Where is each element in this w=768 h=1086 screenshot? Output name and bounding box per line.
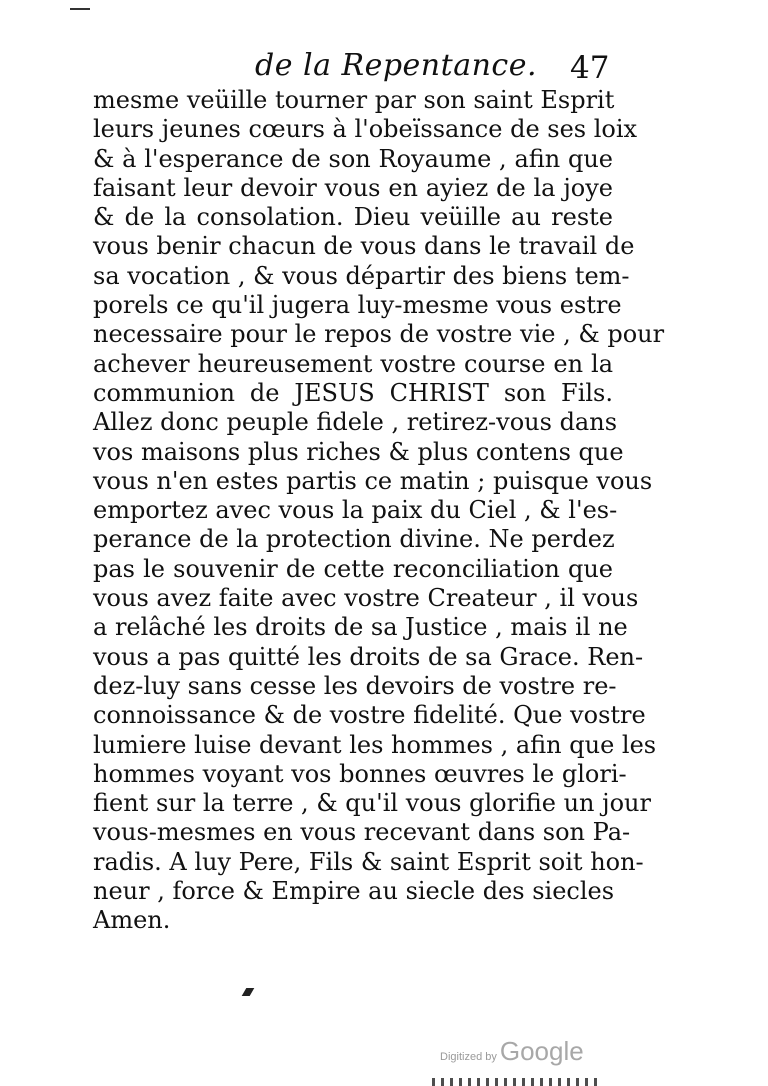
text-line: vous avez faite avec vostre Createur , il vous xyxy=(93,584,639,613)
text-line: emportez avec vous la paix du Ciel , & l'es- xyxy=(93,496,618,525)
ink-mark xyxy=(242,988,255,996)
text-line: fient sur la terre , & qu'il vous glorifie un jour xyxy=(93,789,651,818)
text-line: vous benir chacun de vous dans le travail de xyxy=(93,232,635,261)
text-line: dez-luy sans cesse les devoirs de vostre re- xyxy=(93,671,617,700)
text-line: neur , force & Empire au siecle des siecles xyxy=(93,877,615,906)
text-line: perance de la protection divine. Ne perdez xyxy=(93,525,615,554)
text-line: vous-mesmes en vous recevant dans son Pa- xyxy=(93,818,631,847)
text-line: leurs jeunes cœurs à l'obeïssance de ses loix xyxy=(93,115,638,144)
text-line: necessaire pour le repos de vostre vie , & pour xyxy=(93,320,665,349)
text-line: achever heureusement vostre course en la xyxy=(93,349,613,378)
text-line: hommes voyant vos bonnes œuvres le glori- xyxy=(93,759,627,788)
text-line: & de la consolation. Dieu veüille au reste xyxy=(93,203,613,232)
text-line: lumiere luise devant les hommes , afin que les xyxy=(93,730,657,759)
bottom-clipped-text xyxy=(432,1078,602,1086)
text-line-final: Amen. xyxy=(93,906,171,935)
top-margin-mark xyxy=(70,8,90,10)
google-logo: Google xyxy=(499,1036,584,1066)
text-line: radis. A luy Pere, Fils & saint Esprit soit hon- xyxy=(93,847,644,876)
text-line: Allez donc peuple fidele , retirez-vous dans xyxy=(93,408,618,437)
text-line: sa vocation , & vous départir des biens tem- xyxy=(93,261,630,290)
body-text xyxy=(93,86,665,936)
text-line: connoissance & de vostre fidelité. Que vostre xyxy=(93,701,646,730)
text-line: vos maisons plus riches & plus contens que xyxy=(93,437,624,466)
running-head: de la Repentance. xyxy=(255,48,537,83)
text-line: pas le souvenir de cette reconciliation que xyxy=(93,554,613,583)
text-line: communion de JESUS CHRIST son Fils. xyxy=(93,378,613,407)
text-line: mesme veüille tourner par son saint Esprit xyxy=(93,86,615,114)
page-number: 47 xyxy=(570,50,610,86)
digitization-watermark xyxy=(440,1036,584,1067)
text-line: faisant leur devoir vous en ayiez de la joye xyxy=(93,173,613,202)
text-line: & à l'esperance de son Royaume , afin que xyxy=(93,144,613,173)
text-line: vous a pas quitté les droits de sa Grace. Ren- xyxy=(93,642,644,671)
digitized-by-label: Digitized by xyxy=(440,1051,497,1063)
text-line: a relâché les droits de sa Justice , mais il ne xyxy=(93,613,628,642)
text-line: vous n'en estes partis ce matin ; puisque vous xyxy=(93,466,653,495)
text-line: porels ce qu'il jugera luy-mesme vous estre xyxy=(93,291,622,320)
